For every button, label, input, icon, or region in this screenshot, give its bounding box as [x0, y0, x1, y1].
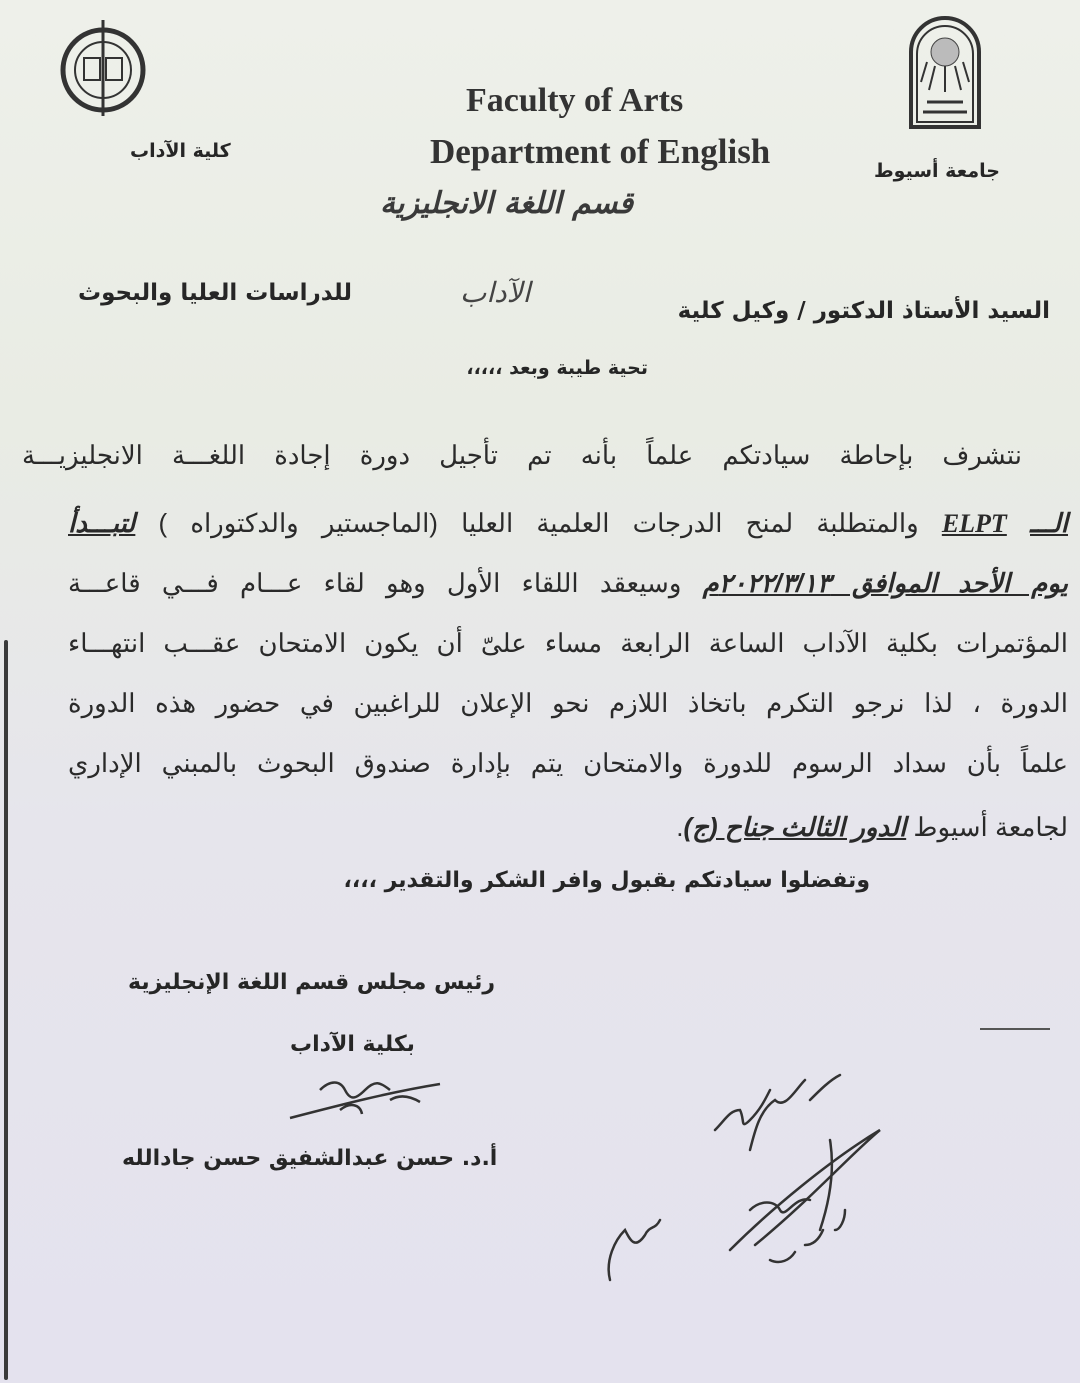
period: . — [676, 812, 684, 842]
handwritten-approval-annotation-icon — [590, 1060, 930, 1300]
body-line-3 — [68, 568, 1068, 599]
elpt-prefix: الـــ — [1030, 508, 1068, 538]
course-date: يوم الأحد الموافق ٢٠٢٢/٣/١٣م — [702, 568, 1068, 598]
university-ref: لجامعة أسيوط — [913, 812, 1068, 842]
degree-requirement-text: والمتطلبة لمنح الدرجات العلمية العليا (الماجستير والدكتوراه ) — [158, 508, 919, 538]
greeting: تحية طيبة وبعد ،،،،، — [466, 357, 648, 379]
body-line-5: الدورة ، لذا نرجو التكرم باتخاذ اللازم نحو الإعلان للراغبين في حضور هذه الدورة — [68, 688, 1068, 718]
starts-label: لتبـــدأ — [68, 508, 136, 538]
page-corner-curve — [1014, 0, 1080, 56]
signatory-title: رئيس مجلس قسم اللغة الإنجليزية — [128, 970, 496, 995]
elpt-label: ELPT — [941, 509, 1007, 538]
department-title-arabic: قسم اللغة الانجليزية — [380, 186, 634, 221]
body-line-6: علماً بأن سداد الرسوم للدورة والامتحان يتم بإدارة صندوق البحوث بالمبني الإداري — [68, 748, 1068, 778]
body-line-7 — [676, 812, 1068, 843]
assiut-university-logo-icon — [905, 12, 985, 130]
handwritten-faculty-name: الآداب — [460, 276, 531, 309]
handwritten-signature-icon — [280, 1070, 450, 1130]
page-edge-line — [4, 640, 8, 1380]
faculty-name-arabic: كلية الآداب — [130, 140, 231, 162]
addressee-salutation: السيد الأستاذ الدكتور / وكيل كلية — [677, 298, 1050, 324]
divider-dash — [980, 1028, 1050, 1030]
faculty-title-english: Faculty of Arts — [466, 82, 684, 119]
closing-remark: وتفضلوا سيادتكم بقبول وافر الشكر والتقدير ،،،، — [343, 868, 870, 893]
university-name-arabic: جامعة أسيوط — [873, 160, 1000, 182]
body-line-2 — [68, 508, 1068, 539]
signatory-faculty: بكلية الآداب — [290, 1032, 415, 1057]
body-line-1: نتشرف بإحاطة سيادتكم علماً بأنه تم تأجيل دورة إجادة اللغـــة الانجليزيـــة — [22, 440, 1022, 470]
body-line-4: المؤتمرات بكلية الآداب الساعة الرابعة مساء علىّ أن يكون الامتحان عقـــب انتهـــاء — [68, 628, 1068, 658]
department-title-english: Department of English — [430, 132, 771, 171]
meeting-info: وسيعقد اللقاء الأول وهو لقاء عـــام فـــي قاعـــة — [68, 568, 682, 598]
signatory-name: أ.د. حسن عبدالشفيق حسن جادالله — [122, 1146, 498, 1171]
addressee-department: للدراسات العليا والبحوث — [78, 280, 353, 306]
office-location: الدور الثالث جناح (ج) — [683, 812, 907, 842]
faculty-of-arts-seal-icon — [48, 18, 158, 118]
